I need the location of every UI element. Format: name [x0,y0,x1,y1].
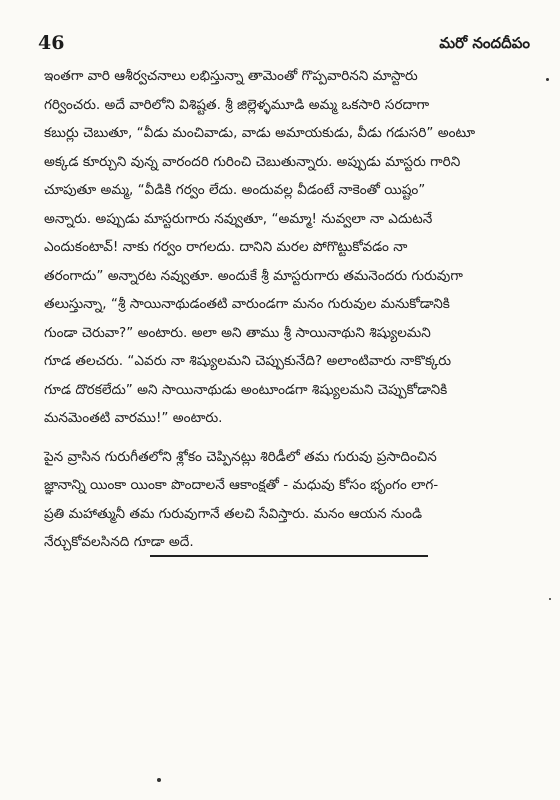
page-header [38,32,530,64]
print-speck [549,598,551,600]
print-speck [546,78,549,81]
section-divider [150,555,428,557]
body-text [44,62,526,557]
print-speck [157,778,161,782]
paragraph-2: పైన వ్రాసిన గురుగీతలోని శ్లోకం చెప్పినట్లు శిరిడీలో తమ గురువు ప్రసాదించిన జ్ఞానాన్ని యింకా యింకా పొందాలనే ఆకాంక్షతో - మధువు కోసం భృంగం లాగ- ప్రతి మహాత్మునీ తమ గురువుగానే తలచి సేవిస్తారు. మనం ఆయన నుండి నేర్చుకోవలసినది గూడా అదే. [44,448,439,550]
page-number: 46 [38,32,65,54]
book-title: మరో నందదీపం [439,34,530,52]
paragraph-1: ఇంతగా వారి ఆశీర్వచనాలు లభిస్తున్నా తామెంతో గొప్పవారినని మాస్టారు గర్వించరు. అదే వారిలోని విశిష్టత. శ్రీ జిల్లెళ్ళమూడి అమ్మ ఒకసారి సరదాగా కబుర్లు చెబుతూ, “వీడు మంచివాడు, వాడు అమాయకుడు, వీడు గడుసరి” అంటూ అక్కడ కూర్చుని వున్న వారందరి గురించి చెబుతున్నారు. అప్పుడు మాస్టరు గారిని చూపుతూ అమ్మ, “వీడికి గర్వం లేదు. అందువల్ల వీడంటే నాకెంతో యిష్టం” అన్నారు. అప్పుడు మాస్టరుగారు నవ్వుతూ, “అమ్మా! నువ్వలా నా ఎదుటనే ఎందుకంటావ్! నాకు గర్వం రాగలదు. దానిని మరల పోగొట్టుకోవడం నా తరంగాదు” అన్నారట నవ్వుతూ. అందుకే శ్రీ మాస్టరుగారు తమనెందరు గురువుగా తలుస్తున్నా, “శ్రీ సాయినాథుడంతటి వారుండగా మనం గురువుల మనుకోడానికి గుండా చెరువా?” అంటారు. అలా అని తాము శ్రీ సాయినాథుని శిష్యులమని గూడ తలచరు. “ఎవరు నా శిష్యులమని చెప్పుకునేది? అలాంటివారు నాకొక్కరు గూడ దొరకలేదు” అని సాయినాథుడు అంటూండగా శిష్యులమని చెప్పుకోడానికి మనమెంతటి వారము!” అంటారు. [44,68,476,426]
